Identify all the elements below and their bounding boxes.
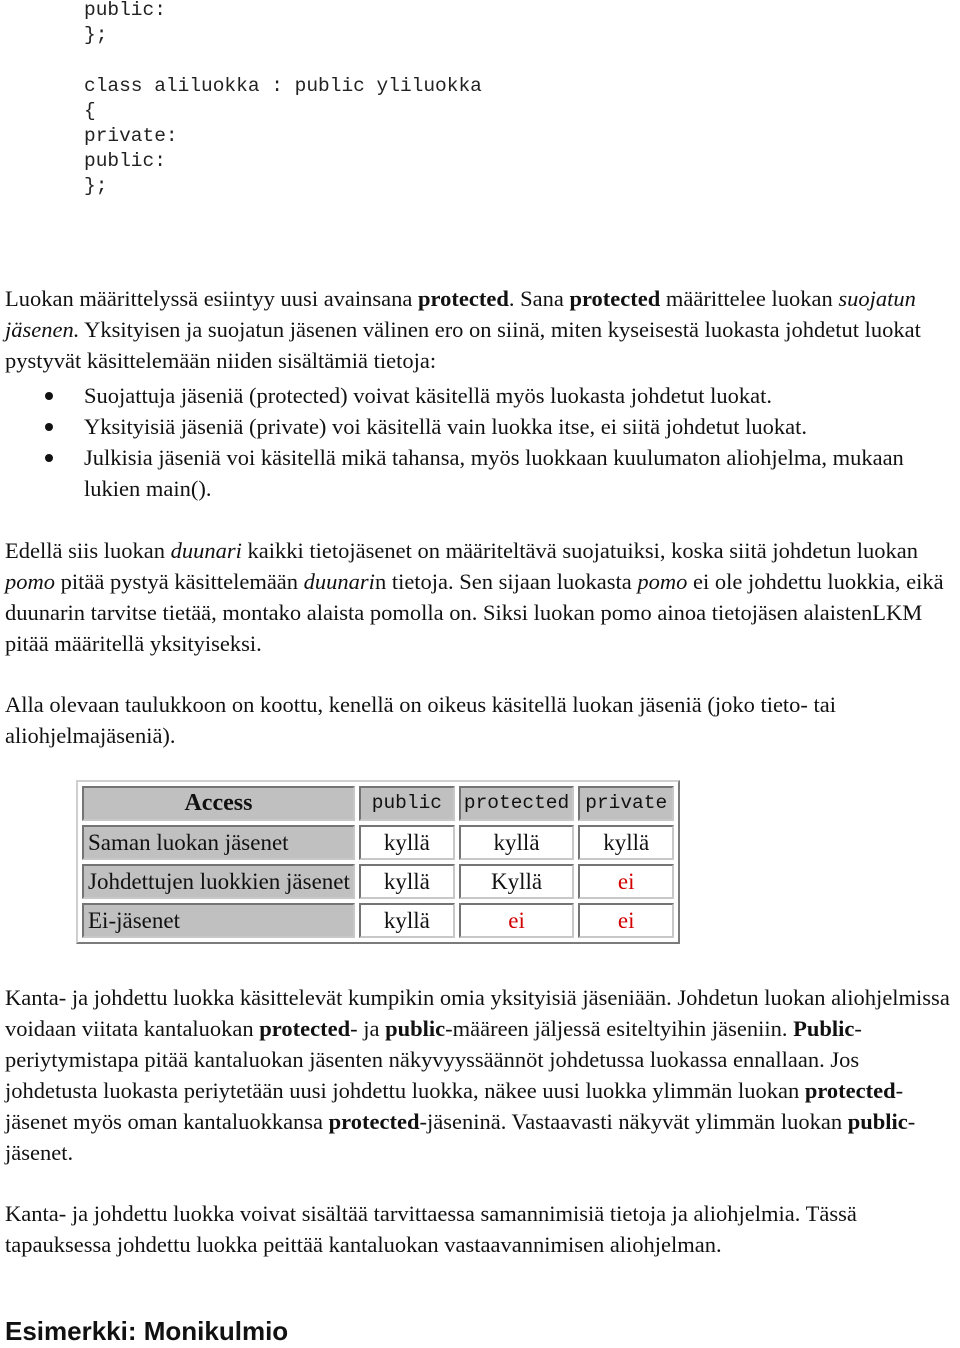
text-run: - ja <box>350 1016 386 1041</box>
row-label: Saman luokan jäsenet <box>82 825 355 860</box>
text-run: n tietoja. Sen sijaan luokasta <box>374 569 638 594</box>
text-run: -jäsenet myös oman kantaluokkansa <box>5 1078 904 1134</box>
code-snippet: public: }; class aliluokka : public yliluokka { private: public: }; <box>84 0 482 198</box>
table-title-cell: Access <box>82 786 355 821</box>
text-run: Edellä siis luokan <box>5 538 171 563</box>
paragraph-table-intro: Alla olevaan taulukkoon on koottu, kenellä on oikeus käsitellä luokan jäseniä (joko tieto- tai aliohjelmajäseniä). <box>5 692 837 748</box>
keyword-public: public <box>385 1016 446 1041</box>
cell-private: kyllä <box>578 825 674 860</box>
section-heading: Esimerkki: Monikulmio <box>5 1316 289 1346</box>
table-row <box>82 903 674 938</box>
keyword-protected: protected <box>418 286 509 311</box>
cell-private: ei <box>578 864 674 899</box>
text-run: ei ole johdettu luokkia, eikä duunarin tarvitse tietää, montako alaista pomolla on. Siksi luokan pomo ainoa tietojäsen alaistenLKM pitää määritellä yksityiseksi. <box>5 569 944 656</box>
keyword-public: Public <box>793 1016 855 1041</box>
emphasis-term: suojatun jäsenen. <box>5 286 916 342</box>
table-header-row <box>82 786 674 821</box>
text-run: Luokan määrittelyssä esiintyy uusi avainsana <box>5 286 419 311</box>
keyword-protected: protected <box>328 1109 420 1134</box>
keyword-protected: protected <box>804 1078 896 1103</box>
text-run: pitää pystyä käsittelemään <box>55 569 304 594</box>
access-table <box>76 780 680 944</box>
cell-protected: ei <box>459 903 574 938</box>
text-run: -periytymistapa pitää kantaluokan jäsenten näkyvyyssäännöt johdetussa luokassa ennallaan. Jos johdetusta luokasta periytetään uusi johdettu luokka, näkee uusi luokka ylimmän luokan <box>5 1016 862 1103</box>
row-label: Ei-jäsenet <box>82 903 355 938</box>
cell-protected: Kyllä <box>459 864 574 899</box>
keyword-protected: protected <box>259 1016 351 1041</box>
class-name: duunari <box>303 569 375 594</box>
cell-private: ei <box>578 903 674 938</box>
paragraph-name-hiding: Kanta- ja johdettu luokka voivat sisältää tarvittaessa samannimisiä tietoja ja aliohjelmia. Tässä tapauksessa johdettu luokka peittää kantaluokan vastaavannimisen aliohjelman. <box>5 1201 857 1257</box>
list-item: Suojattuja jäseniä (protected) voivat käsitellä myös luokasta johdetut luokat. <box>0 380 960 411</box>
column-header-private: private <box>578 786 674 821</box>
text-run: -määreen jäljessä esiteltyihin jäseniin. <box>445 1016 794 1041</box>
cell-public: kyllä <box>359 864 455 899</box>
text-run: -jäsenet. <box>5 1109 916 1165</box>
text-run: kaikki tietojäsenet on määriteltävä suojatuiksi, koska siitä johdetun luokan <box>241 538 918 563</box>
column-header-public: public <box>359 786 455 821</box>
class-name: pomo <box>5 569 55 594</box>
class-name: pomo <box>637 569 688 594</box>
keyword-protected: protected <box>569 286 661 311</box>
list-item: Julkisia jäseniä voi käsitellä mikä tahansa, myös luokkaan kuulumaton aliohjelma, mukaan lukien main(). <box>0 442 960 504</box>
text-run: -jäseninä. Vastaavasti näkyvät ylimmän luokan <box>419 1109 848 1134</box>
text-run: . Sana <box>508 286 570 311</box>
text-run: Kanta- ja johdettu luokka käsittelevät kumpikin omia yksityisiä jäseniään. Johdetun luokan aliohjelmissa voidaan viitata kantaluokan <box>5 985 950 1041</box>
keyword-public: public <box>847 1109 908 1134</box>
access-rules-list <box>0 380 960 504</box>
column-header-protected: protected <box>459 786 574 821</box>
text-run: määrittelee luokan <box>660 286 839 311</box>
text-run: Yksityisen ja suojatun jäsenen välinen ero on siinä, miten kyseisestä luokasta johdetut luokat pystyvät käsittelemään niiden sisältämiä tietoja: <box>5 317 921 373</box>
cell-protected: kyllä <box>459 825 574 860</box>
paragraph-inheritance-visibility <box>5 982 957 1168</box>
class-name: duunari <box>170 538 242 563</box>
table-row <box>82 825 674 860</box>
table-row <box>82 864 674 899</box>
row-label: Johdettujen luokkien jäsenet <box>82 864 355 899</box>
list-item: Yksityisiä jäseniä (private) voi käsitellä vain luokka itse, ei siitä johdetut luokat. <box>0 411 960 442</box>
paragraph-duunari-example <box>5 535 957 659</box>
paragraph-protected-intro <box>5 283 957 376</box>
cell-public: kyllä <box>359 903 455 938</box>
cell-public: kyllä <box>359 825 455 860</box>
